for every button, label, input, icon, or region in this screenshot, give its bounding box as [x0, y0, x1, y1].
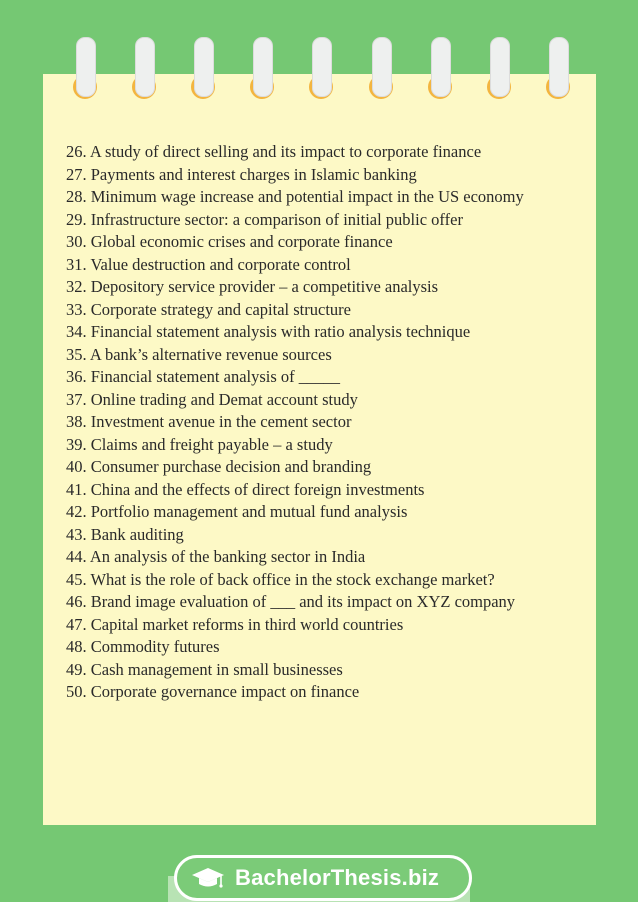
- binder-ring-icon: [366, 37, 396, 113]
- topic-item: 31. Value destruction and corporate control: [66, 254, 351, 274]
- topic-item: 29. Infrastructure sector: a comparison of initial public offer: [66, 209, 463, 229]
- graduation-cap-icon: [191, 867, 225, 889]
- binder-ring-icon: [484, 37, 514, 113]
- binder-ring-icon: [306, 37, 336, 113]
- topic-item: 28. Minimum wage increase and potential impact in the US economy: [66, 187, 524, 206]
- topic-item: 44. An analysis of the banking sector in India: [66, 547, 366, 566]
- binder-ring-icon: [543, 37, 573, 113]
- topic-item: 33. Corporate strategy and capital structure: [66, 299, 351, 319]
- topic-item: 27. Payments and interest charges in Islamic banking: [66, 164, 417, 184]
- topic-item: 30. Global economic crises and corporate finance: [66, 232, 393, 251]
- brand-name: BachelorThesis.biz: [235, 865, 440, 890]
- topic-item: 41. China and the effects of direct foreign investments: [66, 479, 425, 499]
- brand-badge-link[interactable]: [174, 855, 472, 901]
- topic-item: 38. Investment avenue in the cement sector: [66, 412, 352, 431]
- topic-item: 36. Financial statement analysis of _____: [66, 367, 341, 386]
- topic-item: 35. A bank’s alternative revenue sources: [66, 344, 332, 364]
- topic-item: 32. Depository service provider – a competitive analysis: [66, 277, 439, 296]
- binder-ring-icon: [188, 37, 218, 113]
- topic-item: 50. Corporate governance impact on finance: [66, 682, 360, 701]
- topic-item: 43. Bank auditing: [66, 524, 184, 544]
- topic-list: [66, 141, 524, 704]
- topic-item: 42. Portfolio management and mutual fund analysis: [66, 502, 408, 521]
- topic-item: 49. Cash management in small businesses: [66, 659, 343, 679]
- topic-item: 46. Brand image evaluation of ___ and its impact on XYZ company: [66, 592, 516, 611]
- binder-ring-icon: [129, 37, 159, 113]
- binder-ring-icon: [425, 37, 455, 113]
- topic-item: 40. Consumer purchase decision and branding: [66, 457, 372, 476]
- topic-item: 26. A study of direct selling and its impact to corporate finance: [66, 142, 482, 161]
- topic-item: 34. Financial statement analysis with ratio analysis technique: [66, 322, 471, 341]
- binder-ring-icon: [70, 37, 100, 113]
- topic-item: 37. Online trading and Demat account study: [66, 389, 358, 409]
- topic-item: 47. Capital market reforms in third world countries: [66, 614, 404, 634]
- binder-ring-icon: [247, 37, 277, 113]
- topic-item: 45. What is the role of back office in the stock exchange market?: [66, 569, 495, 589]
- topic-item: 48. Commodity futures: [66, 637, 220, 656]
- topic-item: 39. Claims and freight payable – a study: [66, 434, 333, 454]
